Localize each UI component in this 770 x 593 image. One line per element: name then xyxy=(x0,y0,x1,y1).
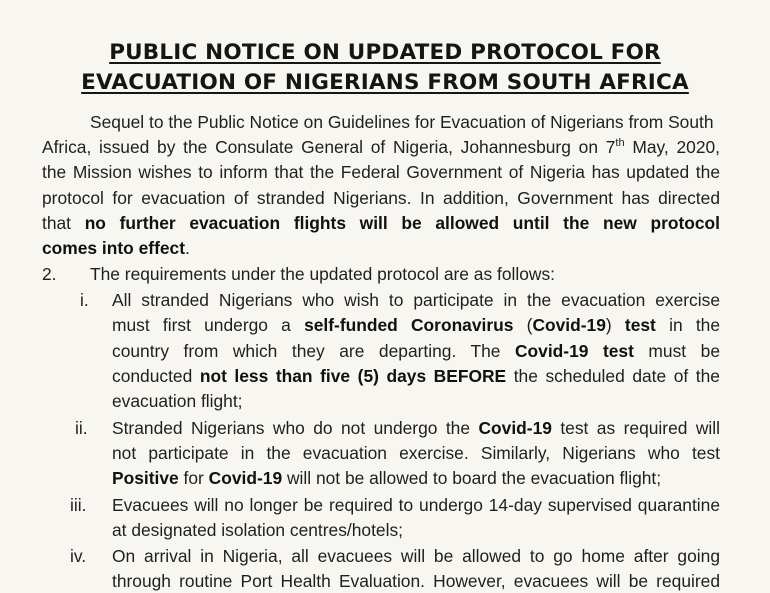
item-ii-line-3: Positive for Covid-19 will not be allowed to board the evacuation flight; xyxy=(112,468,662,488)
item-iii-line-1: Evacuees will no longer be required to undergo 14-day supervised quarantine xyxy=(112,495,720,515)
para1-line-4: protocol for evacuation of stranded Nigerians. In addition, Government has directed xyxy=(42,188,720,208)
item-ii-line-2: not participate in the evacuation exercise. Similarly, Nigerians who test xyxy=(112,443,720,463)
item-ii-numeral: ii. xyxy=(75,418,88,438)
item-i-numeral: i. xyxy=(80,290,89,310)
item-i-line-4: conducted not less than five (5) days BEFORE the scheduled date of the xyxy=(112,366,720,386)
item-iv-line-2: through routine Port Health Evaluation. However, evacuees will be required xyxy=(112,571,720,591)
item-i-line-1: All stranded Nigerians who wish to participate in the evacuation exercise xyxy=(112,290,720,310)
item-iv-numeral: iv. xyxy=(70,546,87,566)
para1-line-5: that no further evacuation flights will be allowed until the new protocol xyxy=(42,213,720,233)
para1-line-2: Africa, issued by the Consulate General of Nigeria, Johannesburg on 7th May, 2020, xyxy=(42,137,720,157)
para1-line-1: Sequel to the Public Notice on Guidelines for Evacuation of Nigerians from South xyxy=(90,112,714,132)
para1-line-3: the Mission wishes to inform that the Federal Government of Nigeria has updated the xyxy=(42,162,720,182)
notice-title-line-1: PUBLIC NOTICE ON UPDATED PROTOCOL FOR xyxy=(109,40,661,65)
item-i-line-2: must first undergo a self-funded Coronavirus (Covid-19) test in the xyxy=(112,315,721,335)
item-ii-line-1: Stranded Nigerians who do not undergo the Covid-19 test as required will xyxy=(112,418,720,438)
ordinal-suffix: th xyxy=(615,137,625,150)
notice-title-line-2: EVACUATION OF NIGERIANS FROM SOUTH AFRICA xyxy=(81,70,689,95)
item-iv-line-1: On arrival in Nigeria, all evacuees will be allowed to go home after going xyxy=(112,546,720,566)
para2-number: 2. xyxy=(42,264,57,284)
para2-text: The requirements under the updated protocol are as follows: xyxy=(90,264,555,284)
item-i-line-3: country from which they are departing. The Covid-19 test must be xyxy=(112,341,720,361)
item-iii-line-2: at designated isolation centres/hotels; xyxy=(112,520,403,540)
para1-line-6: comes into effect. xyxy=(42,238,190,258)
item-iii-numeral: iii. xyxy=(70,495,87,515)
item-i-line-5: evacuation flight; xyxy=(112,391,243,411)
